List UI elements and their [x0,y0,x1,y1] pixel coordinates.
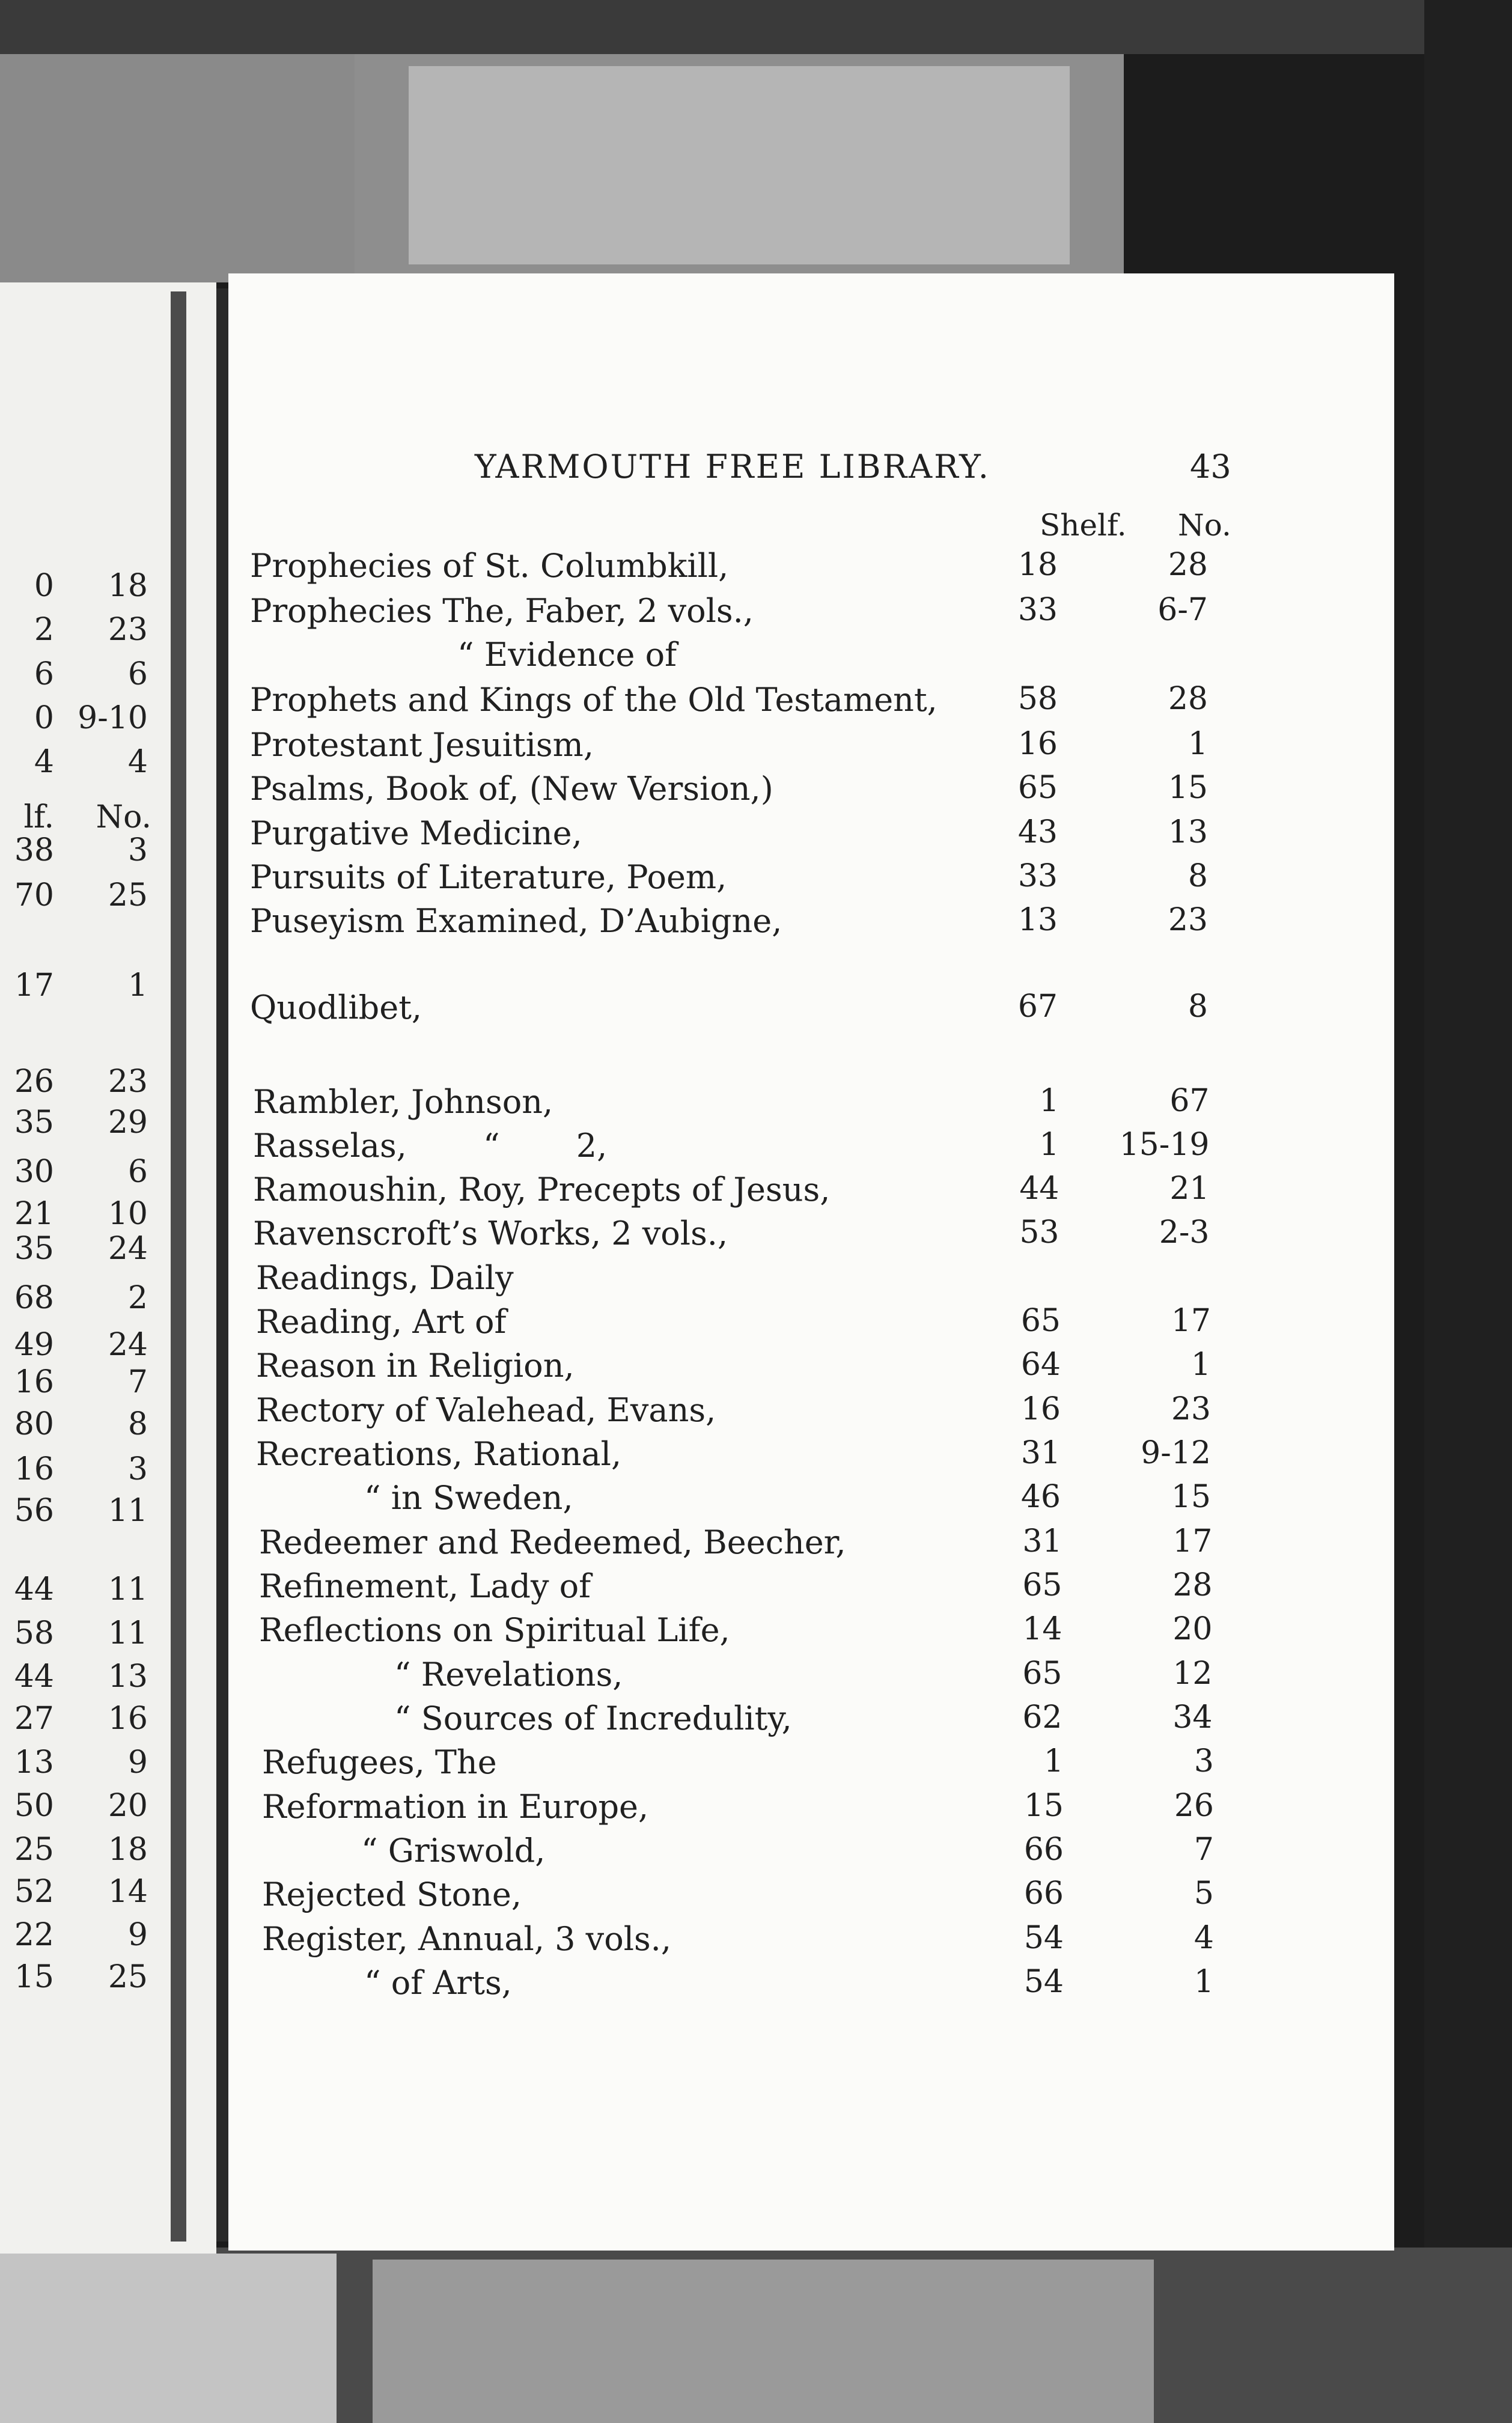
catalog-entry [228,1171,1394,1213]
catalog-entry [228,1347,1394,1389]
left-row-number: 18 [108,1832,148,1868]
catalog-entry [228,1259,1394,1301]
entry-title: “ Griswold, [361,1832,546,1870]
entry-title: “ of Arts, [364,1964,512,2002]
entry-title: “ Revelations, [394,1656,623,1693]
catalog-entry [228,1523,1394,1565]
entry-shelf: 18 [1017,547,1058,583]
entry-number: 12 [1172,1656,1213,1692]
catalog-entry [228,1743,1394,1785]
entry-number: 28 [1168,547,1208,583]
left-row-number: 11 [108,1493,148,1529]
entry-number: 34 [1172,1699,1213,1736]
entry-shelf: 46 [1020,1479,1061,1515]
entry-title: Reformation in Europe, [262,1788,649,1826]
entry-number: 8 [1187,989,1208,1025]
background-left-area [0,54,361,282]
background-top-strip [0,0,1512,54]
entry-shelf: 65 [1020,1303,1061,1339]
entry-title: Prophecies The, Faber, 2 vols., [250,592,754,630]
entry-title: “ Sources of Incredulity, [394,1699,792,1737]
column-header-no: No. [1178,508,1231,543]
catalog-entry [228,1832,1394,1874]
left-row-shelf: 17 [14,968,54,1004]
left-row-shelf: 26 [14,1064,54,1100]
entry-title: Refinement, Lady of [259,1567,591,1605]
left-row-shelf: 15 [14,1959,54,1995]
entry-number: 23 [1171,1391,1211,1427]
entry-title: Quodlibet, [250,989,422,1026]
entry-title: Reason in Religion, [256,1347,575,1385]
entry-shelf: 65 [1022,1656,1062,1692]
entry-shelf: 64 [1020,1347,1061,1383]
catalog-entry [228,814,1394,856]
entry-number: 2-3 [1159,1215,1210,1251]
catalog-entry [228,1215,1394,1257]
entry-shelf: 54 [1023,1964,1064,2000]
entry-title: Pursuits of Literature, Poem, [250,858,727,896]
left-row-number: 9 [127,1917,148,1953]
entry-number: 26 [1174,1788,1214,1824]
catalog-entry [228,1083,1394,1125]
entry-number: 5 [1193,1876,1214,1912]
entry-title: Reading, Art of [256,1303,507,1341]
entry-number: 8 [1187,858,1208,894]
catalog-entry [228,1435,1394,1477]
entry-title: Refugees, The [262,1743,497,1781]
left-row-number: 1 [127,968,148,1004]
catalog-entry [228,1920,1394,1962]
background-right-edge [1424,0,1512,2423]
left-col-shelf-label: lf. [23,799,54,835]
entry-shelf: 31 [1020,1435,1061,1471]
entry-title: Ramoushin, Roy, Precepts of Jesus, [253,1171,831,1208]
entry-shelf: 58 [1017,681,1058,717]
entry-title: Rasselas, “ 2, [253,1127,608,1165]
entry-number: 7 [1193,1832,1214,1868]
left-row-shelf: 56 [14,1493,54,1529]
left-row-number: 3 [127,1451,148,1487]
catalog-entry [228,770,1394,812]
right-page [228,273,1394,2251]
left-row-shelf: 50 [14,1788,54,1824]
entry-number: 28 [1172,1567,1213,1603]
left-row-number: 14 [108,1874,148,1910]
catalog-entry [228,989,1394,1031]
left-row-number: 7 [127,1364,148,1400]
running-title: YARMOUTH FREE LIBRARY. [475,448,990,486]
left-row-number: 25 [108,1959,148,1995]
catalog-entry [228,1876,1394,1918]
entry-number: 20 [1172,1611,1213,1647]
entry-shelf: 66 [1023,1876,1064,1912]
entry-title: Ravenscroft’s Works, 2 vols., [253,1215,728,1252]
left-row-number: 23 [108,612,148,648]
left-row-number: 25 [108,877,148,913]
entry-shelf: 31 [1022,1523,1062,1559]
left-row-number: 9 [127,1745,148,1781]
entry-number: 15-19 [1119,1127,1210,1163]
entry-shelf: 1 [1039,1083,1059,1119]
entry-shelf: 67 [1017,989,1058,1025]
entry-title: Register, Annual, 3 vols., [262,1920,672,1958]
left-row-shelf: 70 [14,877,54,913]
entry-title: Redeemer and Redeemed, Beecher, [259,1523,846,1561]
entry-number: 1 [1190,1347,1211,1383]
left-row-shelf: 80 [14,1406,54,1442]
entry-number: 9-12 [1141,1435,1211,1471]
catalog-entry [228,1699,1394,1742]
left-row-number: 29 [108,1105,148,1141]
catalog-entry [228,1788,1394,1830]
entry-title: Prophets and Kings of the Old Testament, [250,681,937,719]
left-row-number: 3 [127,832,148,868]
entry-number: 4 [1193,1920,1214,1956]
book-spine [171,291,186,2242]
left-row-shelf: 44 [14,1659,54,1695]
entry-number: 23 [1168,902,1208,938]
entry-title: Rejected Stone, [262,1876,522,1913]
entry-title: Readings, Daily [256,1259,514,1297]
entry-shelf: 33 [1017,592,1058,628]
entry-shelf: 65 [1017,770,1058,806]
page-number: 43 [1190,448,1231,486]
background-bottom-left [0,2254,337,2423]
left-row-shelf: 4 [34,744,54,780]
left-col-no-label: No. [96,799,151,835]
entry-title: Reflections on Spiritual Life, [259,1611,730,1649]
left-row-shelf: 13 [14,1745,54,1781]
entry-shelf: 65 [1022,1567,1062,1603]
entry-shelf: 16 [1017,726,1058,762]
left-row-shelf: 25 [14,1832,54,1868]
catalog-entry [228,1656,1394,1698]
left-row-number: 24 [108,1327,148,1363]
entry-number: 1 [1187,726,1208,762]
left-row-shelf: 49 [14,1327,54,1363]
left-row-shelf: 21 [14,1196,54,1232]
left-row-shelf: 52 [14,1874,54,1910]
entry-number: 15 [1168,770,1208,806]
entry-number: 17 [1171,1303,1211,1339]
left-row-shelf: 0 [34,568,54,604]
entry-number: 1 [1193,1964,1214,2000]
left-row-number: 18 [108,568,148,604]
left-row-number: 23 [108,1064,148,1100]
left-row-number: 24 [108,1231,148,1267]
left-row-number: 10 [108,1196,148,1232]
entry-number: 15 [1171,1479,1211,1515]
column-header-shelf: Shelf. [1040,508,1127,543]
entry-title: Purgative Medicine, [250,814,582,852]
entry-title: Recreations, Rational, [256,1435,622,1473]
left-row-number: 9-10 [78,700,148,736]
entry-number: 6-7 [1157,592,1208,628]
catalog-entry [228,858,1394,900]
left-row-shelf: 30 [14,1154,54,1190]
page-header [228,448,1394,496]
left-row-shelf: 44 [14,1571,54,1608]
catalog-entry [228,1479,1394,1521]
entry-title: “ in Sweden, [364,1479,573,1517]
entry-number: 13 [1168,814,1208,850]
catalog-entry [228,1611,1394,1653]
entry-shelf: 44 [1019,1171,1059,1207]
entry-number: 21 [1169,1171,1210,1207]
entry-title: Rectory of Valehead, Evans, [256,1391,716,1429]
entry-shelf: 13 [1017,902,1058,938]
entry-shelf: 53 [1019,1215,1059,1251]
entry-shelf: 33 [1017,858,1058,894]
entry-shelf: 14 [1022,1611,1062,1647]
left-row-shelf: 35 [14,1105,54,1141]
entry-shelf: 1 [1043,1743,1064,1779]
left-row-shelf: 16 [14,1451,54,1487]
left-row-number: 6 [127,656,148,692]
left-row-shelf: 0 [34,700,54,736]
left-row-number: 13 [108,1659,148,1695]
entry-number: 3 [1193,1743,1214,1779]
left-row-shelf: 68 [14,1280,54,1316]
entry-title: Puseyism Examined, D’Aubigne, [250,902,782,940]
entry-shelf: 43 [1017,814,1058,850]
left-row-number: 11 [108,1571,148,1608]
entry-shelf: 54 [1023,1920,1064,1956]
catalog-entry [228,902,1394,944]
left-row-shelf: 2 [34,612,54,648]
left-row-number: 6 [127,1154,148,1190]
entry-title: Protestant Jesuitism, [250,726,594,764]
entry-number: 17 [1172,1523,1213,1559]
entry-shelf: 15 [1023,1788,1064,1824]
catalog-entry [228,1303,1394,1345]
entry-shelf: 66 [1023,1832,1064,1868]
entry-title: “ Evidence of [457,636,677,674]
entry-number: 28 [1168,681,1208,717]
catalog-entry [228,1964,1394,2006]
left-row-number: 4 [127,744,148,780]
catalog-entry [228,1391,1394,1433]
entry-title: Rambler, Johnson, [253,1083,553,1121]
entry-title: Prophecies of St. Columbkill, [250,547,729,585]
left-row-shelf: 22 [14,1917,54,1953]
left-row-shelf: 38 [14,832,54,868]
entry-number: 67 [1169,1083,1210,1119]
catalog-entry [228,1567,1394,1609]
left-row-shelf: 27 [14,1701,54,1737]
entry-title: Psalms, Book of, (New Version,) [250,770,773,808]
catalog-entry [228,726,1394,768]
catalog-entry [228,592,1394,634]
background-bottom-light [373,2260,1154,2423]
left-row-number: 11 [108,1615,148,1651]
left-row-shelf: 16 [14,1364,54,1400]
left-row-number: 2 [127,1280,148,1316]
left-row-shelf: 6 [34,656,54,692]
catalog-entry [228,681,1394,723]
left-row-number: 8 [127,1406,148,1442]
left-row-shelf: 35 [14,1231,54,1267]
left-row-shelf: 58 [14,1615,54,1651]
catalog-entry [228,636,1394,678]
left-row-number: 20 [108,1788,148,1824]
entry-shelf: 1 [1039,1127,1059,1163]
entry-shelf: 16 [1020,1391,1061,1427]
entry-shelf: 62 [1022,1699,1062,1736]
catalog-entry [228,1127,1394,1169]
catalog-entry [228,547,1394,589]
background-cloth-inner [409,66,1070,264]
left-row-number: 16 [108,1701,148,1737]
